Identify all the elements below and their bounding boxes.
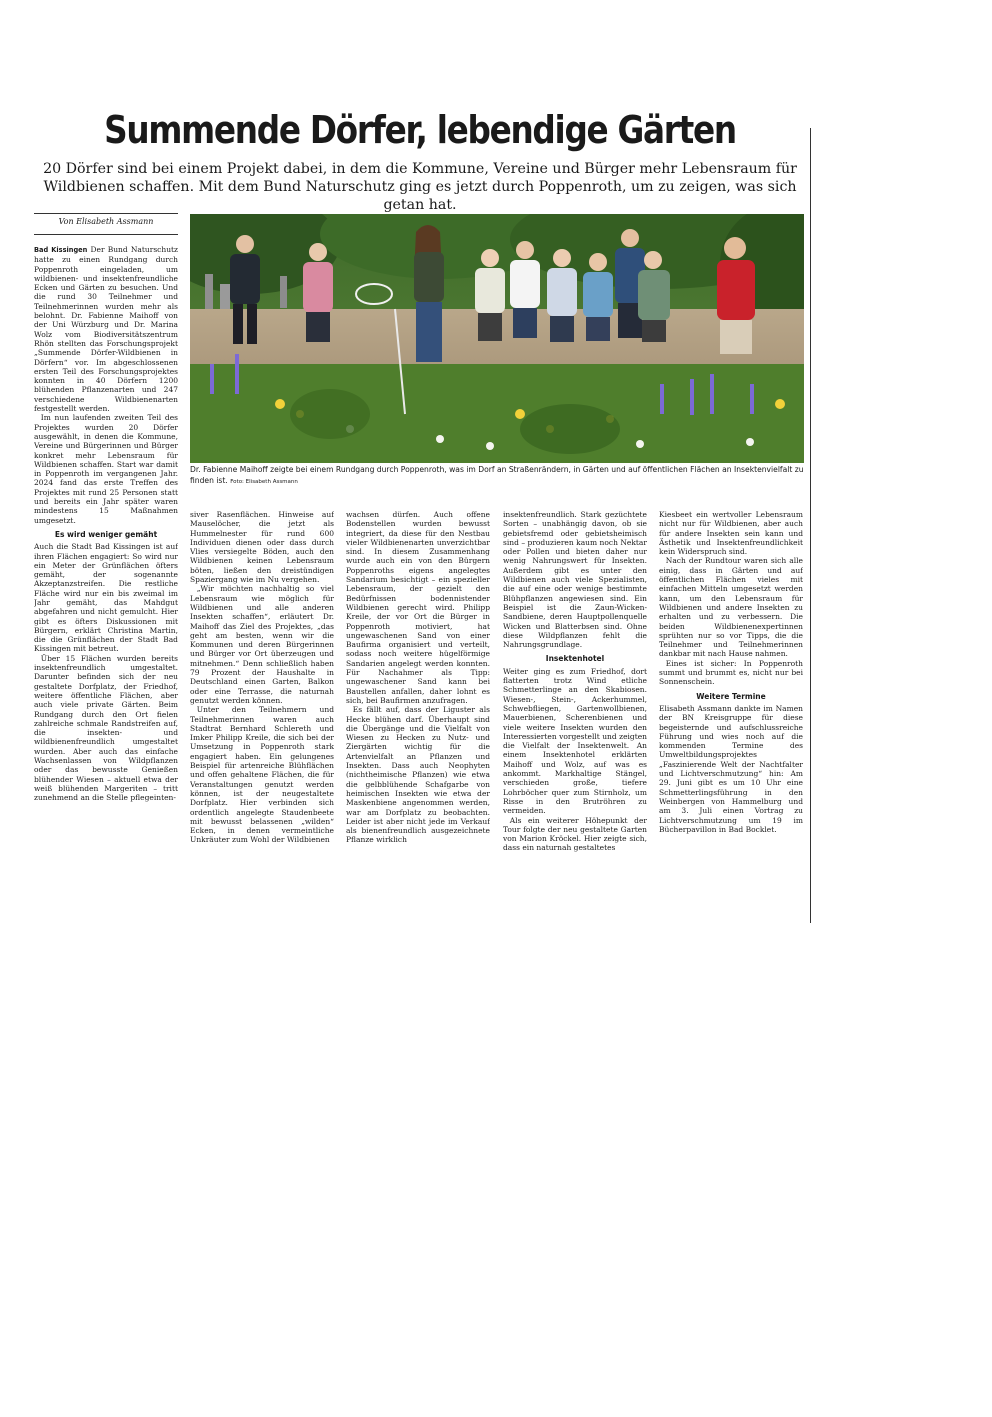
subheading: Insektenhotel: [545, 654, 605, 664]
paragraph: Auch die Stadt Bad Kissingen ist auf ihren Flächen engagiert: So wird nur ein Meter der Grünflächen öfters gemäht, der sogenannte Akzeptanzstreifen. Die restliche Fläche wird nur ein bis zweimal im Jahr gemäht, das Mahdgut abgefahren und nicht gemulcht. Hier gibt es öfters Diskussionen mit Bürgern, erklärt Christina Martin, die die Grünflächen der Stadt Bad Kissingen mit betreut.: [34, 542, 178, 654]
paragraph: Nach der Rundtour waren sich alle einig, dass in Gärten und auf öffentlichen Flächen vieles mit einfachen Mitteln umgesetzt werden kann, um den Lebensraum für Wildbienen und andere Insekten zu erhalten und zu verbessern. Die beiden Wildbienenexpertinnen sprühten nur so vor Tipps, die die Teilnehmer und Teilnehmerinnen dankbar mit nach Hause nahmen.: [659, 556, 803, 659]
dateline: Bad Kissingen: [34, 246, 88, 254]
article-photo: [190, 214, 804, 463]
paragraph: Es fällt auf, dass der Liguster als Hecke blühen darf. Überhaupt sind die Übergänge und die Vielfalt von Wiesen zu Hecken zu Nutz- und Ziergärten wichtig für die Artenvielfalt an Pflanzen und Insekten. Dass auch Neophyten (nichtheimische Pflanzen) wie etwa die gelbblühende Schafgarbe von heimischen Insekten wie etwa der Maskenbiene angenommen werden, war am Dorfplatz zu beobachten. Leider ist aber nicht jede im Verkauf als bienenfreundlich ausgezeichnete Pflanze wirklich: [346, 705, 490, 845]
paragraph: Im nun laufenden zweiten Teil des Projektes wurden 20 Dörfer ausgewählt, in denen die Kommune, Vereine und Bürgerinnen und Bürger konkret mehr Lebensraum für Wildbienen schaffen. Start war damit in Poppenroth im vergangenen Jahr. 2024 fand das erste Treffen des Projektes mit rund 25 Personen statt und bereits ein Jahr später waren mindestens 15 Maßnahmen umgesetzt.: [34, 413, 178, 525]
byline-rule-bottom: [34, 234, 178, 235]
paragraph: „Wir möchten nachhaltig so viel Lebensraum wie möglich für Wildbienen und alle anderen Insekten schaffen“, erläutert Dr. Maihoff das Ziel des Projektes, „das geht am besten, wenn wir die Kommunen und deren Bürgerinnen und Bürger vor Ort überzeugen und mitnehmen.“ Denn schließlich haben 79 Prozent der Haushalte in Deutschland einen Garten, Balkon oder eine Terrasse, die naturnah genutzt werden können.: [190, 584, 334, 705]
subheading: Weitere Termine: [696, 691, 766, 701]
paragraph: insektenfreundlich. Stark gezüchtete Sorten – unabhängig davon, ob sie gebietsfremd oder gebietsheimisch sind – produzieren kaum noch Nektar oder Pollen und bieten daher nur wenig Nahrungswert für Insekten. Außerdem gibt es unter den Wildbienen auch viele Spezialisten, die auf eine oder wenige bestimmte Blühpflanzen angewiesen sind. Ein Beispiel ist die Zaun-Wicken-Sandbiene, deren Hauptpollenquelle Wicken und Blatterbsen sind. Ohne diese Wildpflanzen fehlt die Nahrungsgrundlage.: [503, 510, 647, 650]
paragraph: Bad Kissingen Der Bund Naturschutz hatte zu einen Rundgang durch Poppenroth eingeladen, um wildbienen- und insektenfreundliche Ecken und Gärten zu besuchen. Und die rund 30 Teilnehmer und Teilnehmerinnen wurden mehr als belohnt. Dr. Fabienne Maihoff von der Uni Würzburg und Dr. Marina Wolz vom Biodiversitätszentrum Rhön stellten das Forschungsprojekt „Summende Dörfer-Wildbienen in Dörfern“ vor. Im abgeschlossenen ersten Teil des Forschungsprojektes konnten in 40 Dörfern 1200 blühenden Pflanzenarten und 247 verschiedene Wildbienenarten festgestellt werden.: [34, 245, 178, 414]
paragraph: Unter den Teilnehmern und Teilnehmerinnen waren auch Stadtrat Bernhard Schlereth und Imker Philipp Kreile, die sich bei der Umsetzung in Poppenroth stark engagiert haben. Ein gelungenes Beispiel für artenreiche Blühflächen und offen gehaltene Flächen, die für Veranstaltungen genutzt werden können, ist der neugestaltete Dorfplatz. Hier verbinden sich ordentlich angelegte Staudenbeete mit bewusst belassenen „wilden“ Ecken, in denen vermeintliche Unkräuter zum Wohl der Wildbienen: [190, 705, 334, 845]
photo-caption-text: Dr. Fabienne Maihoff zeigte bei einem Rundgang durch Poppenroth, was im Dorf an Straßenrändern, in Gärten und auf öffentlichen Flächen an Insektenvielfalt zu finden ist.: [190, 465, 804, 485]
paragraph: Eines ist sicher: In Poppenroth summt und brummt es, nicht nur bei Sonnenschein.: [659, 658, 803, 687]
subheading: Es wird weniger gemäht: [54, 529, 158, 539]
paragraph: siver Rasenflächen. Hinweise auf Mauselöcher, die jetzt als Hummelnester für rund 600 Individuen dienen oder dass durch Vlies versiegelte Böden, auch den Wildbienen keinen Lebensraum böten, ließen den dreistündigen Spaziergang wie im Nu vergehen.: [190, 510, 334, 585]
byline: Von Elisabeth Assmann: [58, 217, 154, 226]
paragraph: Weiter ging es zum Friedhof, dort flatterten trotz Wind etliche Schmetterlinge an den Skabiosen. Wiesen-, Stein-, Ackerhummel, Schwebfliegen, Gartenwollbienen, Mauerbienen, Scherenbienen und viele weitere Insekten wurden den Interessierten vorgestellt und zeigten die Vielfalt der Insektenwelt. An einem Insektenhotel erklärten Maihoff und Wolz, auf was es ankommt. Markhaltige Stängel, verschieden große, tiefere Lohrböcher quer zum Stirnholz, um Risse in den Brutröhren zu vermeiden.: [503, 666, 647, 816]
paragraph: wachsen dürfen. Auch offene Bodenstellen wurden bewusst integriert, da diese für den Nestbau vieler Wildbienenarten unverzichtbar sind. In diesem Zusammenhang wurde auch ein von den Bürgern Poppenroths eigens angelegtes Sandarium besichtigt – ein spezieller Lebensraum, der gezielt den Bedürfnissen bodennistender Wildbienen gerecht wird. Philipp Kreile, der vor Ort die Bürger in Poppenroth motiviert, hat ungewaschenen Sand von einer Baufirma organisiert und verteilt, sodass noch weitere hügelförmige Sandarien angelegt werden konnten. Für Nachahmer als Tipp: ungewaschener Sand kann bei Baustellen anfallen, daher lohnt es sich, bei Baufirmen anzufragen.: [346, 510, 490, 705]
paragraph: Kiesbeet ein wertvoller Lebensraum nicht nur für Wildbienen, aber auch für andere Insekten sein kann und Ästhetik und Insektenfreundlichkeit kein Widerspruch sind.: [659, 510, 803, 557]
article-column-3: [346, 510, 490, 915]
article-column-5: [659, 510, 803, 915]
headline: Summende Dörfer, lebendige Gärten: [104, 108, 736, 152]
photo-credit: Foto: Elisabeth Assmann: [230, 479, 298, 485]
photo-caption: [190, 464, 808, 488]
byline-rule-top: [34, 213, 178, 214]
paragraph: Als ein weiterer Höhepunkt der Tour folgte der neu gestaltete Garten von Marion Kröckel. Hier zeigte sich, dass ein naturnah gestaltetes: [503, 815, 647, 853]
paragraph: Elisabeth Assmann dankte im Namen der BN Kreisgruppe für diese begeisternde und aufschlussreiche Führung und wies noch auf die kommenden Termine des Umweltbildungsprojektes „Faszinierende Welt der Nachtfalter und Lichtverschmutzung“ hin: Am 29. Juni gibt es um 10 Uhr eine Schmetterlingsführung in den Weinbergen von Hammelburg und am 3. Juli einen Vortrag zu Lichtverschmutzung um 19 im Bücherpavillon in Bad Bocklet.: [659, 703, 803, 834]
article-column-4: [503, 510, 647, 915]
paragraph: Über 15 Flächen wurden bereits insektenfreundlich umgestaltet. Darunter befinden sich der neu gestaltete Dorfplatz, der Friedhof, weitere öffentliche Flächen, aber auch viele private Gärten. Beim Rundgang durch den Ort fielen zahlreiche schmale Randstreifen auf, die insekten- und wildbienenfreundlich umgestaltet wurden. Aber auch das einfache Wachsenlassen von Wildpflanzen oder das bewusste Genießen blühender Wiesen – aktuell etwa der weiß blühenden Margeriten – tritt zunehmend an die Stelle pflegeinten-: [34, 653, 178, 803]
article-column-2: [190, 510, 334, 915]
subheadline: 20 Dörfer sind bei einem Projekt dabei, in dem die Kommune, Vereine und Bürger mehr Lebensraum für Wildbienen schaffen. Mit dem Bund Naturschutz ging es jetzt durch Poppenroth, um zu zeigen, was sich getan hat.: [43, 161, 797, 213]
article-column-1: [34, 245, 178, 915]
column-divider: [810, 128, 811, 923]
